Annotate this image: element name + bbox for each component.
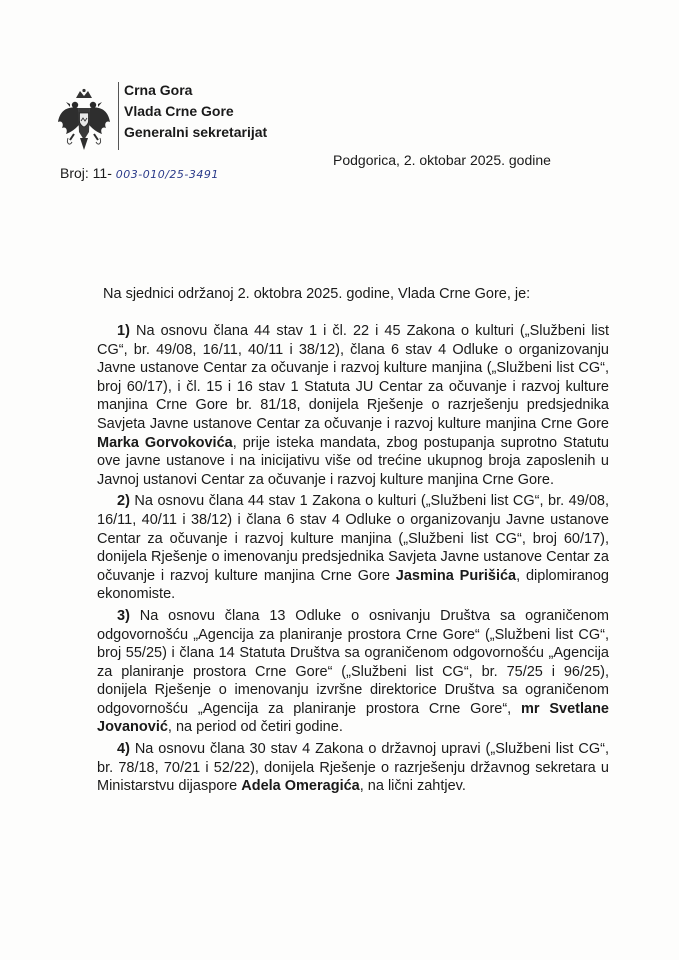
coat-of-arms-icon xyxy=(56,88,112,154)
reference-handwritten: 003-010/25-3491 xyxy=(115,168,219,181)
person-name: Adela Omeragića xyxy=(241,778,360,795)
decision-text-end: , prije isteka mandata, zbog postupanja suprotno Statutu ove javne ustanove i na inicijativu više od trećine ukupnog broja zaposlenih u Javnoj ustanovi Centar za očuvanje i razvoj kulture manjina Crne Gore. xyxy=(97,434,609,488)
decision-text-end: , na period od četiri godine. xyxy=(167,719,343,736)
decision-text: Na osnovu člana 44 stav 1 Zakona o kulturi („Službeni list CG“, br. 49/08, 16/11, 40/11 i 38/12) i člana 6 stav 4 Odluke o organizovanju Javne ustanove Centar za očuvanje i razvoj kulture manjina („Službeni list CG“, broj 60/17), donijela Rješenje o imenovanju predsjednika Savjeta Javne ustanove Centar za očuvanje i razvoj kulture manjina Crne Gore xyxy=(97,493,609,584)
letterhead-divider xyxy=(118,82,119,150)
decision-text-end: , na lični zahtjev. xyxy=(359,778,466,795)
person-name: Jasmina Purišića xyxy=(395,567,517,584)
person-name: mr Svetlane Jovanović xyxy=(97,700,609,736)
person-name: Marka Gorvokovića xyxy=(97,434,233,451)
decision-number: 3) xyxy=(117,607,130,624)
government-name: Vlada Crne Gore xyxy=(124,103,234,119)
decision-item xyxy=(97,322,609,489)
decision-item xyxy=(97,492,609,604)
decision-number: 1) xyxy=(117,323,130,339)
decisions-list xyxy=(97,322,609,799)
decision-item xyxy=(97,607,609,737)
country-name: Crna Gora xyxy=(124,82,193,98)
reference-label: Broj: 11- xyxy=(60,165,112,181)
intro-text: Na sjednici održanoj 2. oktobra 2025. godine, Vlada Crne Gore, je: xyxy=(103,286,531,302)
letterhead-text xyxy=(124,80,267,143)
decision-item xyxy=(97,740,609,796)
decision-text-end: , diplomiranog ekonomiste. xyxy=(97,567,609,603)
decision-number: 4) xyxy=(117,741,130,758)
decision-text: Na osnovu člana 13 Odluke o osnivanju Društva sa ograničenom odgovornošću „Agencija za planiranje prostora Crne Gore“ („Službeni list CG“, broj 55/25) i člana 14 Statuta Društva sa ograničenom odgovornošću „Agencija za planiranje prostora Crne Gore“ („Službeni list CG“, br. 75/25 i 96/25), donijela Rješenje o imenovanju izvršne direktorice Društva sa ograničenom odgovornošću „Agencija za planiranje prostora Crne Gore“, xyxy=(97,607,609,717)
document-date: Podgorica, 2. oktobar 2025. godine xyxy=(333,152,551,168)
decision-text: Na osnovu člana 44 stav 1 i čl. 22 i 45 Zakona o kulturi („Službeni list CG“, br. 49/08, 16/11, 40/11 i 38/12), člana 6 stav 4 Odluke o organizovanju Javne ustanove Centar za očuvanje i razvoj kulture manjina („Službeni list CG“, broj 60/17), i čl. 15 i 16 stav 1 Statuta JU Centar za očuvanje i razvoj kulture manjina Crne Gore br. 81/18, donijela Rješenje o razrješenju predsjednika Savjeta Javne ustanove Centar za očuvanje i razvoj kulture manjina Crne Gore xyxy=(97,323,609,432)
reference-number xyxy=(60,165,219,181)
decision-text: Na osnovu člana 30 stav 4 Zakona o državnoj upravi („Službeni list CG“, br. 78/18, 70/21 i 52/22), donijela Rješenje o razrješenju državnog sekretara u Ministarstvu dijaspore xyxy=(97,741,609,795)
department-name: Generalni sekretarijat xyxy=(124,124,268,140)
decision-number: 2) xyxy=(117,493,130,510)
